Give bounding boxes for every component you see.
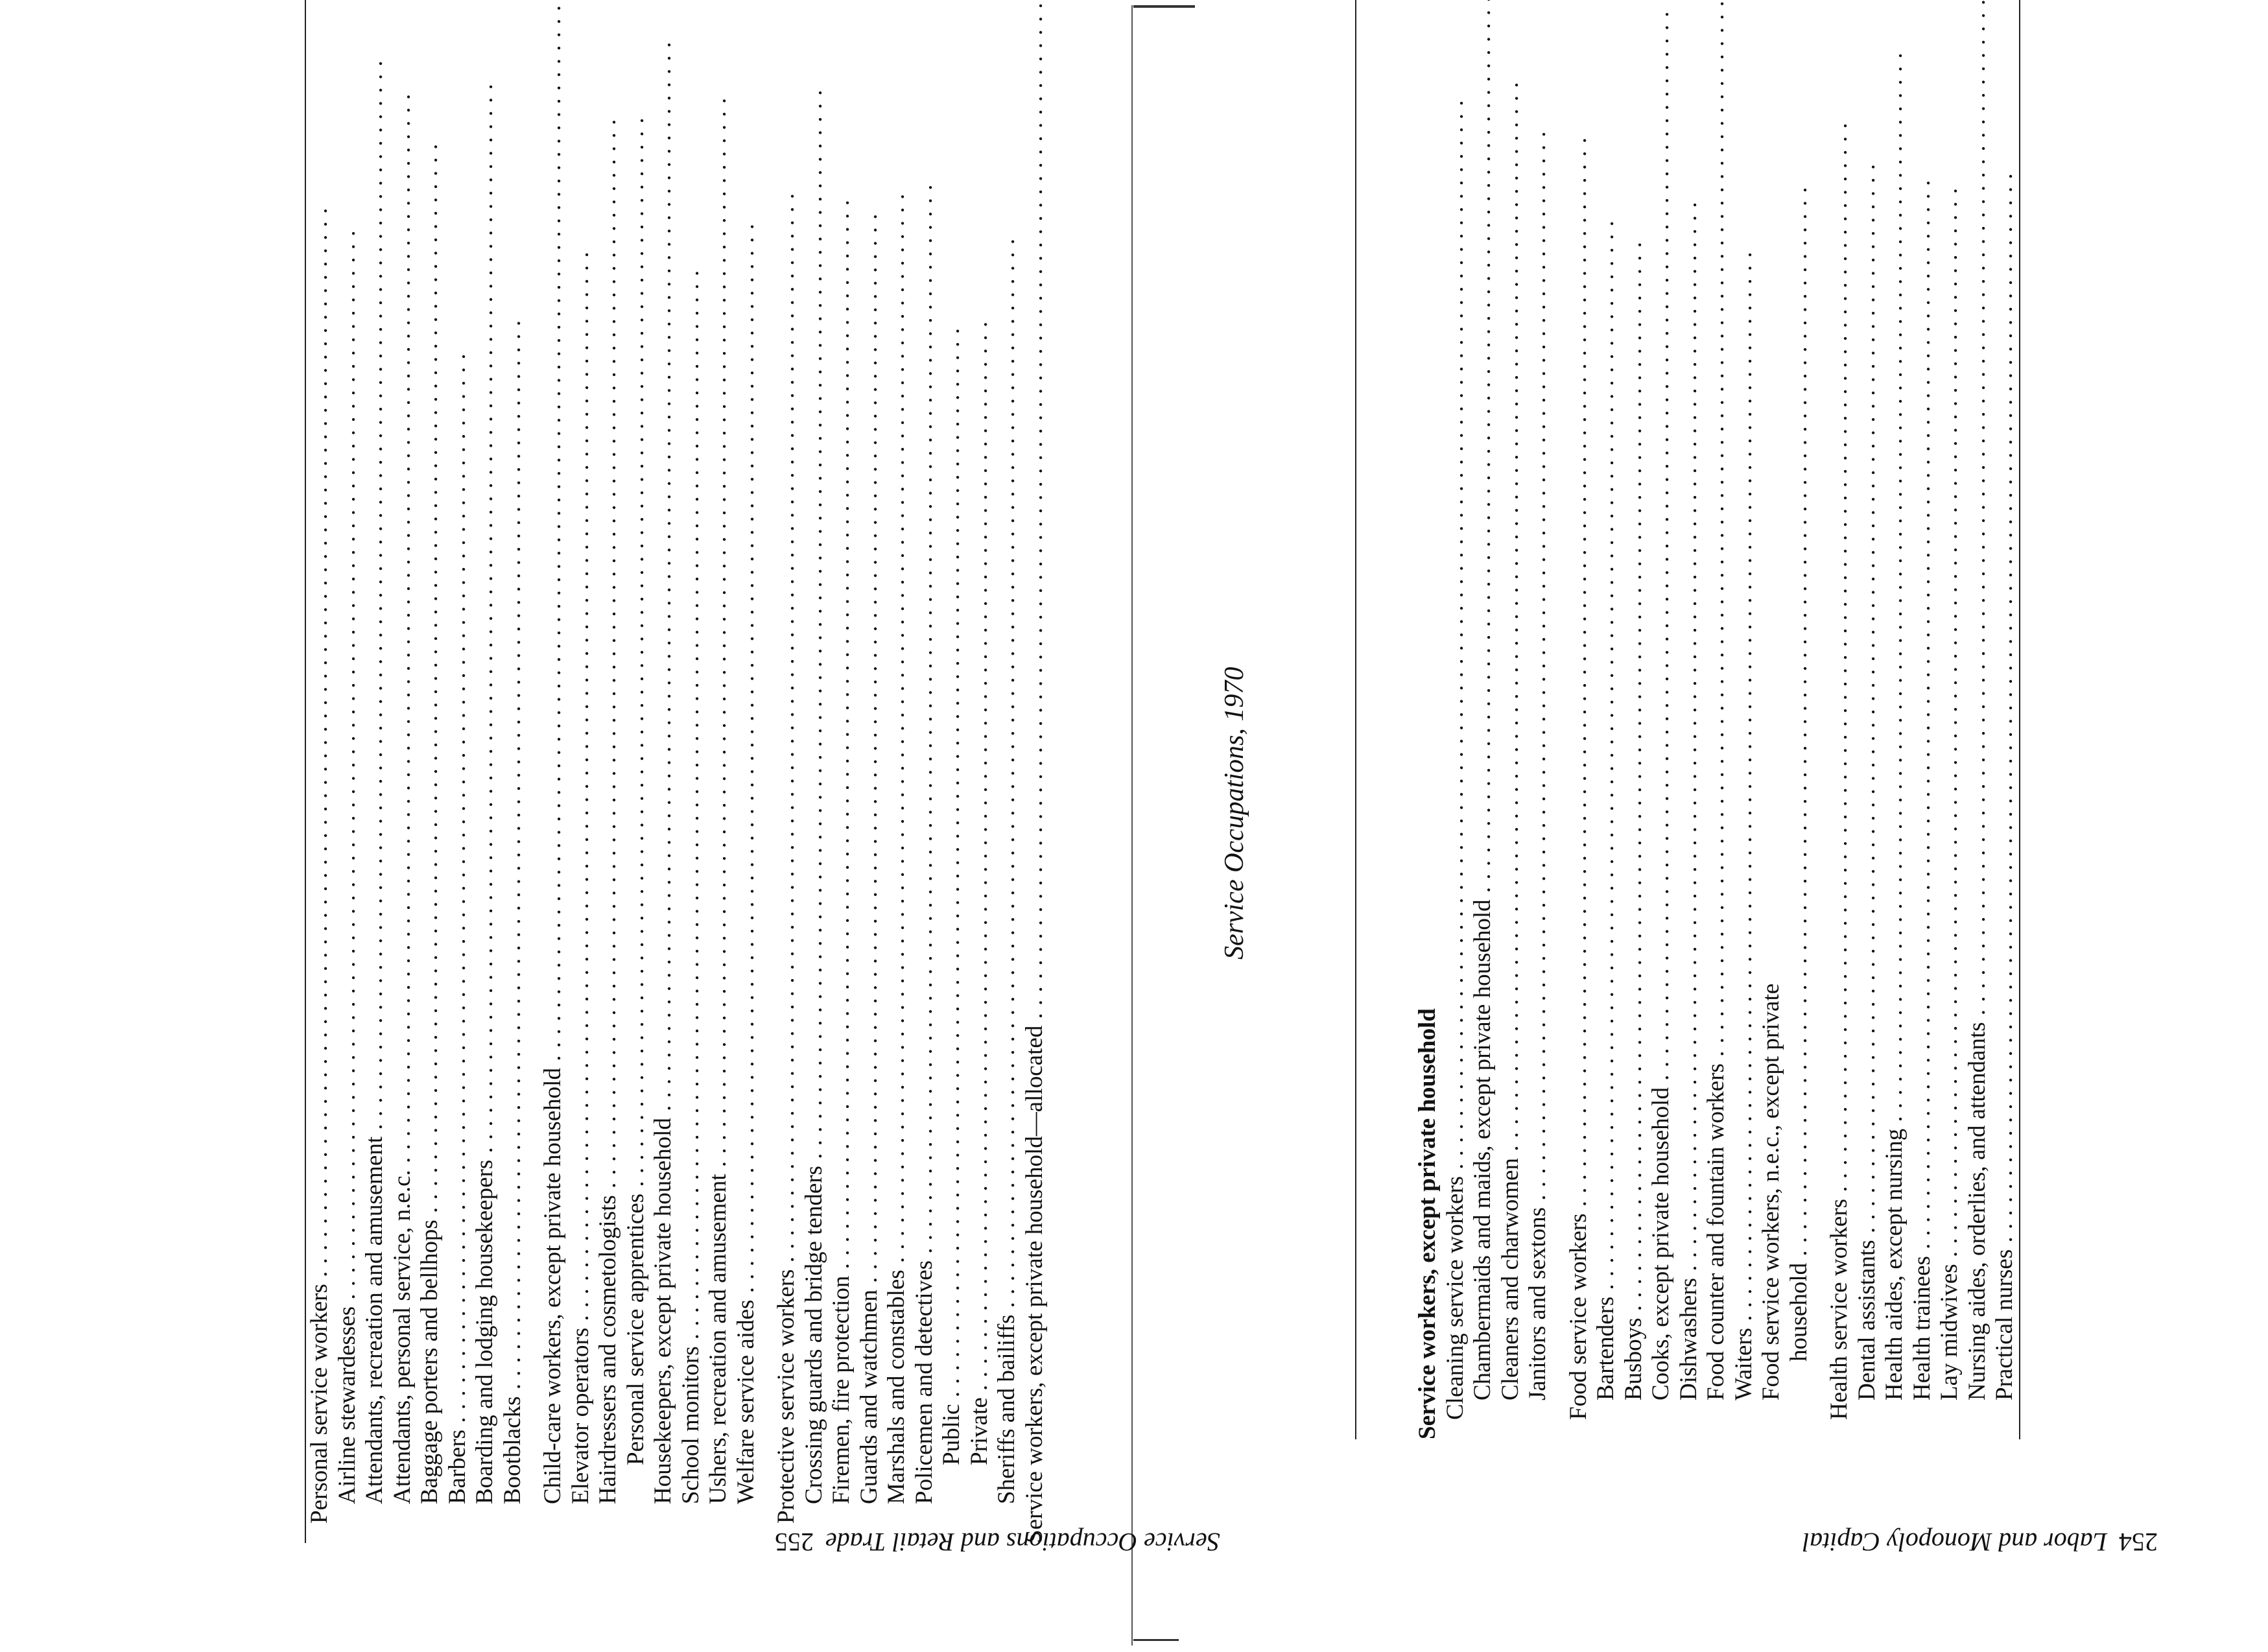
table-row: [567, 0, 595, 1543]
occupation-name: Food service workers: [1565, 1213, 1592, 1420]
occupation-name: Private: [965, 1397, 993, 1465]
occupation-label: [334, 0, 362, 1543]
occupation-label: [883, 0, 911, 1543]
scan-edge-mark: [1133, 5, 1195, 8]
occupation-name: Protective service workers: [773, 1269, 799, 1524]
occupation-name: Waiters: [1730, 1327, 1757, 1400]
occupation-label: [305, 0, 334, 1543]
occupation-name: Health trainees: [1908, 1256, 1935, 1400]
occupation-label: [1442, 0, 1470, 1439]
occupation-label: [856, 0, 884, 1543]
occupation-name: Elevator operators: [567, 1327, 594, 1504]
occupation-label: [1826, 0, 1854, 1439]
occupation-name: Child-care workers, except private household: [539, 1068, 566, 1504]
service-occupations-table-continued: [305, 0, 1048, 1543]
occupation-name: School monitors: [677, 1346, 704, 1504]
occupation-name: Baggage porters and bellhops: [416, 1220, 443, 1504]
occupation-label: [389, 0, 417, 1543]
page-number: 254: [2119, 1528, 2158, 1557]
table-row: [499, 0, 527, 1543]
occupation-label: [1565, 0, 1593, 1439]
occupation-name: Housekeepers, except private household: [650, 1118, 676, 1504]
table-row: [389, 0, 417, 1543]
occupation-name: Health service workers: [1826, 1198, 1852, 1420]
occupation-name: Nursing aides, orderlies, and attendants: [1963, 1022, 1990, 1400]
table-row: [539, 0, 567, 1543]
table-row: [993, 0, 1021, 1543]
table-row: [471, 0, 499, 1543]
occupation-name: Hairdressers and cosmetologists: [595, 1195, 621, 1504]
occupation-label: [966, 0, 994, 1543]
service-occupations-table: [1355, 0, 2020, 1439]
occupation-name: Crossing guards and bridge tenders: [800, 1165, 827, 1504]
occupation-label: [1497, 0, 1525, 1439]
occupation-label: [1703, 0, 1731, 1439]
table-row: [444, 0, 472, 1543]
occupation-label: [801, 0, 829, 1543]
table-row: [595, 0, 622, 1543]
running-head: Service Occupations, 1970: [1220, 667, 1249, 960]
occupation-name: Food counter and fountain workers: [1703, 1063, 1729, 1400]
occupation-label: [361, 0, 389, 1543]
occupation-label: [444, 0, 472, 1543]
occupation-label: [1881, 0, 1909, 1439]
occupation-label: [1648, 0, 1675, 1439]
occupation-name: Boarding and lodging housekeepers: [471, 1159, 498, 1504]
occupation-label: [1021, 0, 1049, 1543]
table-row: [416, 0, 444, 1543]
table-row: [650, 0, 678, 1543]
table-row: [1021, 0, 1049, 1543]
page-footer-right: [1802, 1527, 2158, 1557]
occupation-name: Bartenders: [1592, 1296, 1619, 1400]
occupation-label: [1469, 0, 1497, 1439]
occupation-label: [1936, 0, 1964, 1439]
table-row: [1881, 0, 1909, 1439]
occupation-name: Cleaners and charwomen: [1496, 1158, 1524, 1400]
occupation-name: Guards and watchmen: [855, 1290, 882, 1504]
occupation-label: [1786, 0, 1813, 1439]
right-page: [1219, 52, 2191, 1608]
occupation-label: [773, 0, 801, 1543]
occupation-label: [1731, 0, 1758, 1439]
table-row: [622, 0, 650, 1543]
table-row: [1991, 0, 2020, 1439]
occupation-label: [1964, 0, 1992, 1439]
occupation-label: [1758, 0, 1786, 1439]
table-row: [801, 0, 829, 1543]
occupation-name: Lay midwives: [1936, 1264, 1963, 1400]
table-row: [1758, 0, 1786, 1439]
table-row: [678, 0, 705, 1543]
occupation-name: Janitors and sextons: [1524, 1207, 1551, 1400]
occupation-name: Personal service apprentices: [622, 1193, 649, 1465]
occupation-name: Food service workers, n.e.c., except private: [1758, 983, 1784, 1400]
occupation-label: [828, 0, 856, 1543]
table-row: [938, 0, 966, 1543]
occupation-name: Ushers, recreation and amusement: [705, 1174, 731, 1504]
table-row: [1964, 0, 1992, 1439]
table-row: [966, 0, 994, 1543]
table-row: [705, 0, 733, 1543]
table-row: [1620, 0, 1648, 1439]
occupation-label: [539, 0, 567, 1543]
occupation-label: [1524, 0, 1552, 1439]
occupation-label: [1854, 0, 1882, 1439]
left-page: [233, 52, 1050, 1608]
occupation-label: [471, 0, 499, 1543]
occupation-name: Airline stewardesses: [333, 1306, 360, 1504]
occupation-name: Barbers: [443, 1429, 471, 1504]
table-row: [361, 0, 389, 1543]
occupation-name: Health aides, except nursing: [1881, 1128, 1908, 1400]
occupation-name: Attendants, personal service, n.e.c.: [388, 1170, 416, 1504]
occupation-label: [993, 0, 1021, 1543]
occupation-name: Firemen, fire protection: [828, 1275, 855, 1504]
table-row: [1786, 0, 1813, 1439]
occupation-label: [1675, 0, 1703, 1439]
occupation-name: Bootblacks: [499, 1396, 526, 1504]
occupation-label: [622, 0, 650, 1543]
occupation-name: Service workers, except private household: [1413, 1008, 1441, 1439]
occupation-name: Dishwashers: [1675, 1277, 1702, 1400]
occupation-label: [705, 0, 733, 1543]
occupation-name: Welfare service aides: [732, 1299, 759, 1504]
occupation-name: Cleaning service workers: [1441, 1175, 1469, 1420]
occupation-label: [938, 0, 966, 1543]
table-row: [1565, 0, 1593, 1439]
table-row: [773, 0, 801, 1543]
occupation-label: [567, 0, 595, 1543]
table-row: [1703, 0, 1731, 1439]
occupation-name: Practical nurses: [1991, 1249, 2018, 1400]
table-row: [1497, 0, 1525, 1439]
table-row: [1854, 0, 1882, 1439]
occupation-label: [1620, 0, 1648, 1439]
occupation-label: [733, 0, 761, 1543]
table-row: [856, 0, 884, 1543]
table-row: [1909, 0, 1937, 1439]
table-row: [1731, 0, 1758, 1439]
table-row: [1936, 0, 1964, 1439]
table-row: [1469, 0, 1497, 1439]
occupation-name: Service workers, except private household—allocated: [1021, 1025, 1048, 1543]
table-row: [828, 0, 856, 1543]
table-row: [911, 0, 939, 1543]
occupation-name: Dental assistants: [1853, 1240, 1880, 1400]
occupation-name: Public: [938, 1404, 965, 1465]
table-row: [1524, 0, 1552, 1439]
occupation-name: Personal service workers: [306, 1284, 333, 1524]
table-row: [1648, 0, 1675, 1439]
occupation-name: Attendants, recreation and amusement: [361, 1136, 388, 1504]
occupation-name: Chambermaids and maids, except private household: [1469, 899, 1496, 1400]
occupation-name: household: [1785, 1262, 1812, 1362]
occupation-label: [678, 0, 705, 1543]
book-title: Labor and Monopoly Capital: [1802, 1528, 2108, 1557]
chapter-title: Service Occupations and Retail Trade: [825, 1528, 1220, 1557]
occupation-name: Cooks, except private household: [1648, 1087, 1674, 1400]
page-gutter: [1131, 5, 1133, 1646]
occupation-label: [416, 0, 444, 1543]
table-row: [733, 0, 761, 1543]
occupation-name: Sheriffs and bailiffs: [993, 1314, 1020, 1504]
table-row: [1826, 0, 1854, 1439]
occupation-label: [595, 0, 622, 1543]
occupation-header: [1356, 0, 1413, 1439]
occupation-label: [650, 0, 678, 1543]
table-row: [334, 0, 362, 1543]
table-row: [305, 0, 334, 1543]
page-number: 255: [775, 1528, 814, 1557]
table-row: [1592, 0, 1620, 1439]
table-row: [1442, 0, 1470, 1439]
table-row: [883, 0, 911, 1543]
occupation-label: [1592, 0, 1620, 1439]
occupation-name: Policemen and detectives: [910, 1260, 938, 1504]
table-row: [1675, 0, 1703, 1439]
occupation-label: [1991, 0, 2020, 1439]
occupation-label: [911, 0, 939, 1543]
occupation-name: Busboys: [1620, 1317, 1647, 1400]
occupation-label: [1909, 0, 1937, 1439]
occupation-label: [499, 0, 527, 1543]
occupation-name: Marshals and constables: [883, 1269, 910, 1504]
scan-edge-mark: [1133, 1639, 1179, 1641]
occupation-label: [1413, 0, 1442, 1439]
table-row: [1413, 0, 1442, 1439]
page-footer-left: [775, 1527, 1220, 1557]
